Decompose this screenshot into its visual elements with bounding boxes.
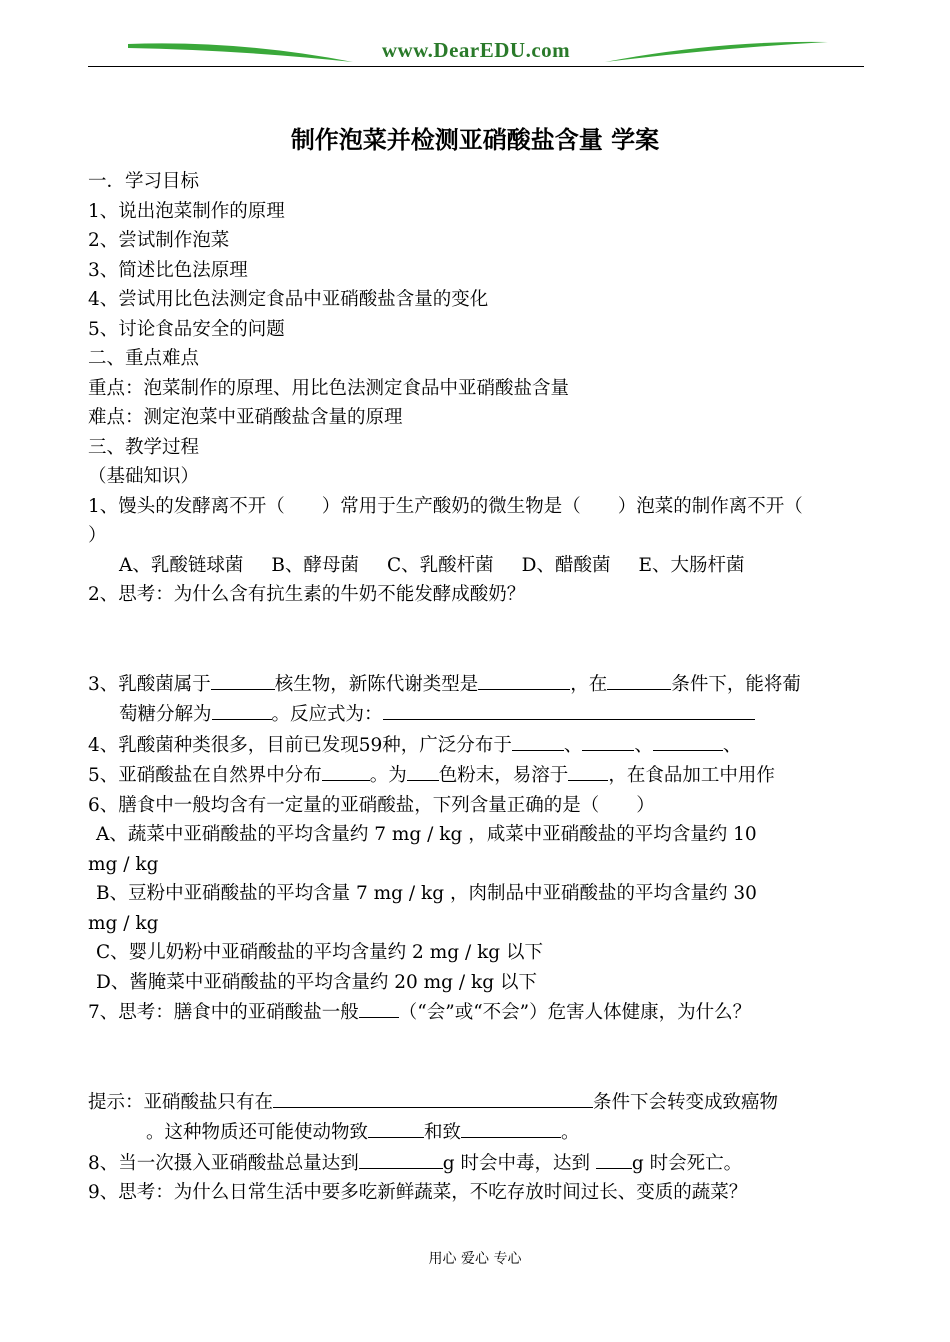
text: 核生物，新陈代谢类型是 [274, 673, 479, 695]
option-b: B、酵母菌 [271, 554, 359, 576]
blank[interactable] [368, 1117, 424, 1138]
text: （“会”或“不会”）危害人体健康，为什么？ [398, 1002, 752, 1023]
question-1-cont: ） [88, 525, 107, 546]
text: g 时会死亡。 [631, 1152, 743, 1174]
text: g 时会中毒，达到 [442, 1152, 596, 1174]
right-leaf-swoosh-icon [600, 36, 830, 66]
text: 萄糖分解为 [119, 704, 212, 725]
difficult-point: 难点：测定泡菜中亚硝酸盐含量的原理 [88, 407, 403, 428]
text: 。为 [369, 765, 407, 786]
text: ，在食品加工中用作 [608, 765, 775, 786]
objective-item: 3、简述比色法原理 [88, 259, 248, 281]
blank[interactable] [582, 730, 634, 751]
blank[interactable] [607, 669, 671, 690]
text: 。 [561, 1122, 580, 1143]
question-4 [88, 730, 864, 761]
question-6-option-c: C、婴儿奶粉中亚硝酸盐的平均含量约 2 mg / kg 以下 [96, 942, 544, 963]
text: 条件下会转变成致癌物 [593, 1091, 779, 1113]
page-footer: 用心 爱心 专心 [428, 1251, 522, 1267]
question-6-option-a: A、蔬菜中亚硝酸盐的平均含量约 7 mg / kg ，咸菜中亚硝酸盐的平均含量约 10 [96, 824, 757, 845]
text: 3、乳酸菌属于 [88, 673, 211, 695]
question-1-options [88, 551, 864, 581]
blank[interactable] [596, 1148, 632, 1169]
question-2: 2、思考：为什么含有抗生素的牛奶不能发酵成酸奶？ [88, 584, 526, 605]
blank[interactable] [211, 669, 275, 690]
blank[interactable] [568, 760, 608, 781]
blank[interactable] [383, 699, 755, 720]
question-1: 1、馒头的发酵离不开（ ）常用于生产酸奶的微生物是（ ）泡菜的制作离不开（ [88, 495, 803, 517]
objective-item: 5、讨论食品安全的问题 [88, 318, 285, 340]
hint [88, 1087, 864, 1118]
objective-item: 1、说出泡菜制作的原理 [88, 200, 285, 222]
key-point: 重点：泡菜制作的原理、用比色法测定食品中亚硝酸盐含量 [88, 377, 570, 399]
text: 、 [634, 734, 653, 756]
option-c: C、乳酸杆菌 [386, 554, 494, 576]
question-9: 9、思考：为什么日常生活中要多吃新鲜蔬菜，不吃存放时间过长、变质的蔬菜？ [88, 1182, 748, 1203]
blank[interactable] [273, 1087, 593, 1108]
objective-item: 2、尝试制作泡菜 [88, 230, 230, 251]
blank[interactable] [407, 760, 439, 781]
text: ，在 [570, 673, 608, 695]
question-6-option-b-cont: mg / kg [88, 912, 159, 934]
text: 8、当一次摄入亚硝酸盐总量达到 [88, 1152, 359, 1174]
option-d: D、醋酸菌 [521, 554, 611, 576]
document-body [88, 167, 864, 1208]
text: 7、思考：膳食中的亚硝酸盐一般 [88, 1002, 359, 1023]
blank[interactable] [461, 1117, 561, 1138]
question-6: 6、膳食中一般均含有一定量的亚硝酸盐，下列含量正确的是（ ） [88, 794, 655, 816]
answer-space [88, 610, 864, 669]
question-8 [88, 1148, 864, 1179]
blank[interactable] [478, 669, 570, 690]
text: 。反应式为： [271, 704, 383, 725]
blank[interactable] [212, 699, 272, 720]
text: 4、乳酸菌种类很多，目前已发现59种，广泛分布于 [88, 734, 512, 756]
answer-space [88, 1028, 864, 1087]
question-6-option-a-cont: mg / kg [88, 853, 159, 875]
blank[interactable] [359, 1148, 443, 1169]
question-6-option-d: D、酱腌菜中亚硝酸盐的平均含量约 20 mg / kg 以下 [96, 971, 537, 993]
site-brand: www.DearEDU.com [381, 38, 571, 62]
option-e: E、大肠杆菌 [638, 554, 745, 576]
blank[interactable] [512, 730, 564, 751]
section-heading: 一．学习目标 [88, 171, 200, 192]
page-header [88, 36, 864, 70]
text: 色粉末，易溶于 [438, 765, 569, 786]
header-rule [88, 66, 864, 67]
question-6-option-b: B、豆粉中亚硝酸盐的平均含量 7 mg / kg ，肉制品中亚硝酸盐的平均含量约 30 [96, 883, 757, 904]
blank[interactable] [322, 760, 370, 781]
text: 条件下，能将葡 [671, 673, 801, 695]
page-title: 制作泡菜并检测亚硝酸盐含量 学案 [290, 126, 660, 154]
question-3 [88, 669, 864, 700]
blank[interactable] [653, 730, 723, 751]
text: 、 [722, 734, 742, 756]
subsection-label: （基础知识） [88, 466, 200, 487]
option-a: A、乳酸链球菌 [119, 554, 244, 576]
text: 提示：亚硝酸盐只有在 [88, 1091, 274, 1113]
question-3-cont [88, 699, 864, 730]
section-heading: 二、重点难点 [88, 348, 200, 369]
text: 和致 [424, 1122, 462, 1143]
blank[interactable] [359, 997, 399, 1018]
text: 。这种物质还可能使动物致 [146, 1122, 369, 1143]
question-5 [88, 760, 864, 791]
text: 5、亚硝酸盐在自然界中分布 [88, 765, 322, 786]
section-heading: 三、教学过程 [88, 436, 200, 458]
hint-cont [88, 1117, 864, 1148]
text: 、 [563, 734, 583, 756]
question-7 [88, 997, 864, 1028]
objective-item: 4、尝试用比色法测定食品中亚硝酸盐含量的变化 [88, 289, 489, 310]
